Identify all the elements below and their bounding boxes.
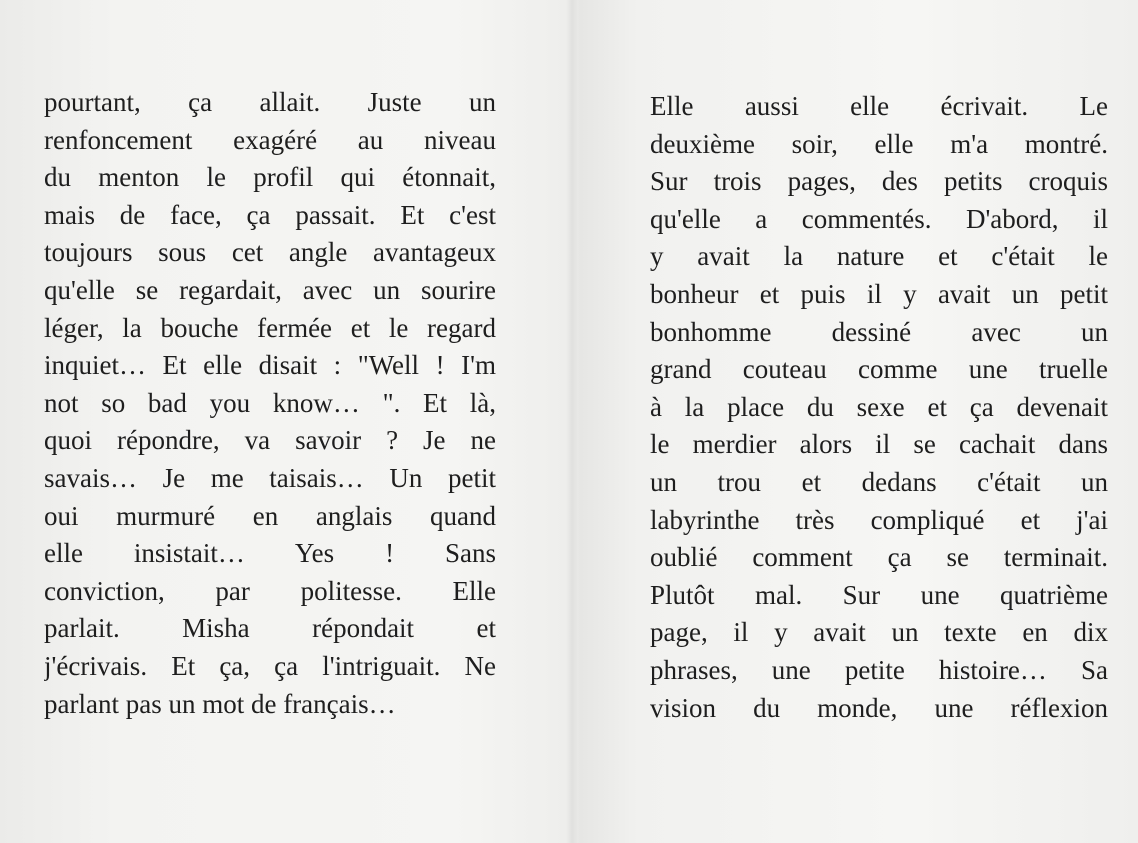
left-page — [0, 0, 566, 843]
left-line: renfoncement exagéré au niveau — [44, 124, 496, 155]
right-line: labyrinthe très compliqué et j'ai — [650, 504, 1108, 535]
left-line: pourtant, ça allait. Juste un — [44, 87, 496, 117]
right-line: Plutôt mal. Sur une quatrième — [650, 579, 1108, 610]
left-line: savais… Je me taisais… Un petit — [44, 462, 496, 493]
left-line: inquiet… Et elle disait : "Well ! I'm — [44, 350, 496, 381]
left-line: toujours sous cet angle avantageux — [44, 237, 496, 268]
right-line: oublié comment ça se terminait. — [650, 542, 1108, 573]
left-line: elle insistait… Yes ! Sans — [44, 538, 496, 569]
left-line: not so bad you know… ". Et là, — [44, 387, 496, 418]
left-line: oui murmuré en anglais quand — [44, 500, 496, 531]
right-line: qu'elle a commentés. D'abord, il — [650, 203, 1108, 234]
left-line: conviction, par politesse. Elle — [44, 575, 496, 606]
left-line: quoi répondre, va savoir ? Je ne — [44, 425, 496, 456]
left-line: mais de face, ça passait. Et c'est — [44, 199, 496, 230]
right-line: bonheur et puis il y avait un petit — [650, 278, 1108, 309]
left-line: j'écrivais. Et ça, ça l'intriguait. Ne — [44, 650, 496, 681]
right-line: un trou et dedans c'était un — [650, 466, 1108, 497]
right-line: vision du monde, une réflexion — [650, 692, 1108, 723]
book-gutter — [566, 0, 578, 843]
right-line: le merdier alors il se cachait dans — [650, 429, 1108, 460]
right-line: phrases, une petite histoire… Sa — [650, 654, 1108, 685]
left-line: qu'elle se regardait, avec un sourire — [44, 274, 496, 305]
left-page-text — [44, 84, 496, 723]
right-line: deuxième soir, elle m'a montré. — [650, 128, 1108, 159]
left-line: parlant pas un mot de français… — [44, 688, 396, 719]
right-page-text — [650, 88, 1108, 727]
right-line: grand couteau comme une truelle — [650, 354, 1108, 385]
left-line: du menton le profil qui étonnait, — [44, 162, 496, 193]
left-line: parlait. Misha répondait et — [44, 613, 496, 644]
right-line: Elle aussi elle écrivait. Le — [650, 91, 1108, 121]
right-line: bonhomme dessiné avec un — [650, 316, 1108, 347]
right-line: Sur trois pages, des petits croquis — [650, 166, 1108, 197]
right-line: à la place du sexe et ça devenait — [650, 391, 1108, 422]
right-page — [578, 0, 1138, 843]
right-line: y avait la nature et c'était le — [650, 241, 1108, 272]
right-line: page, il y avait un texte en dix — [650, 617, 1108, 648]
left-line: léger, la bouche fermée et le regard — [44, 312, 496, 343]
